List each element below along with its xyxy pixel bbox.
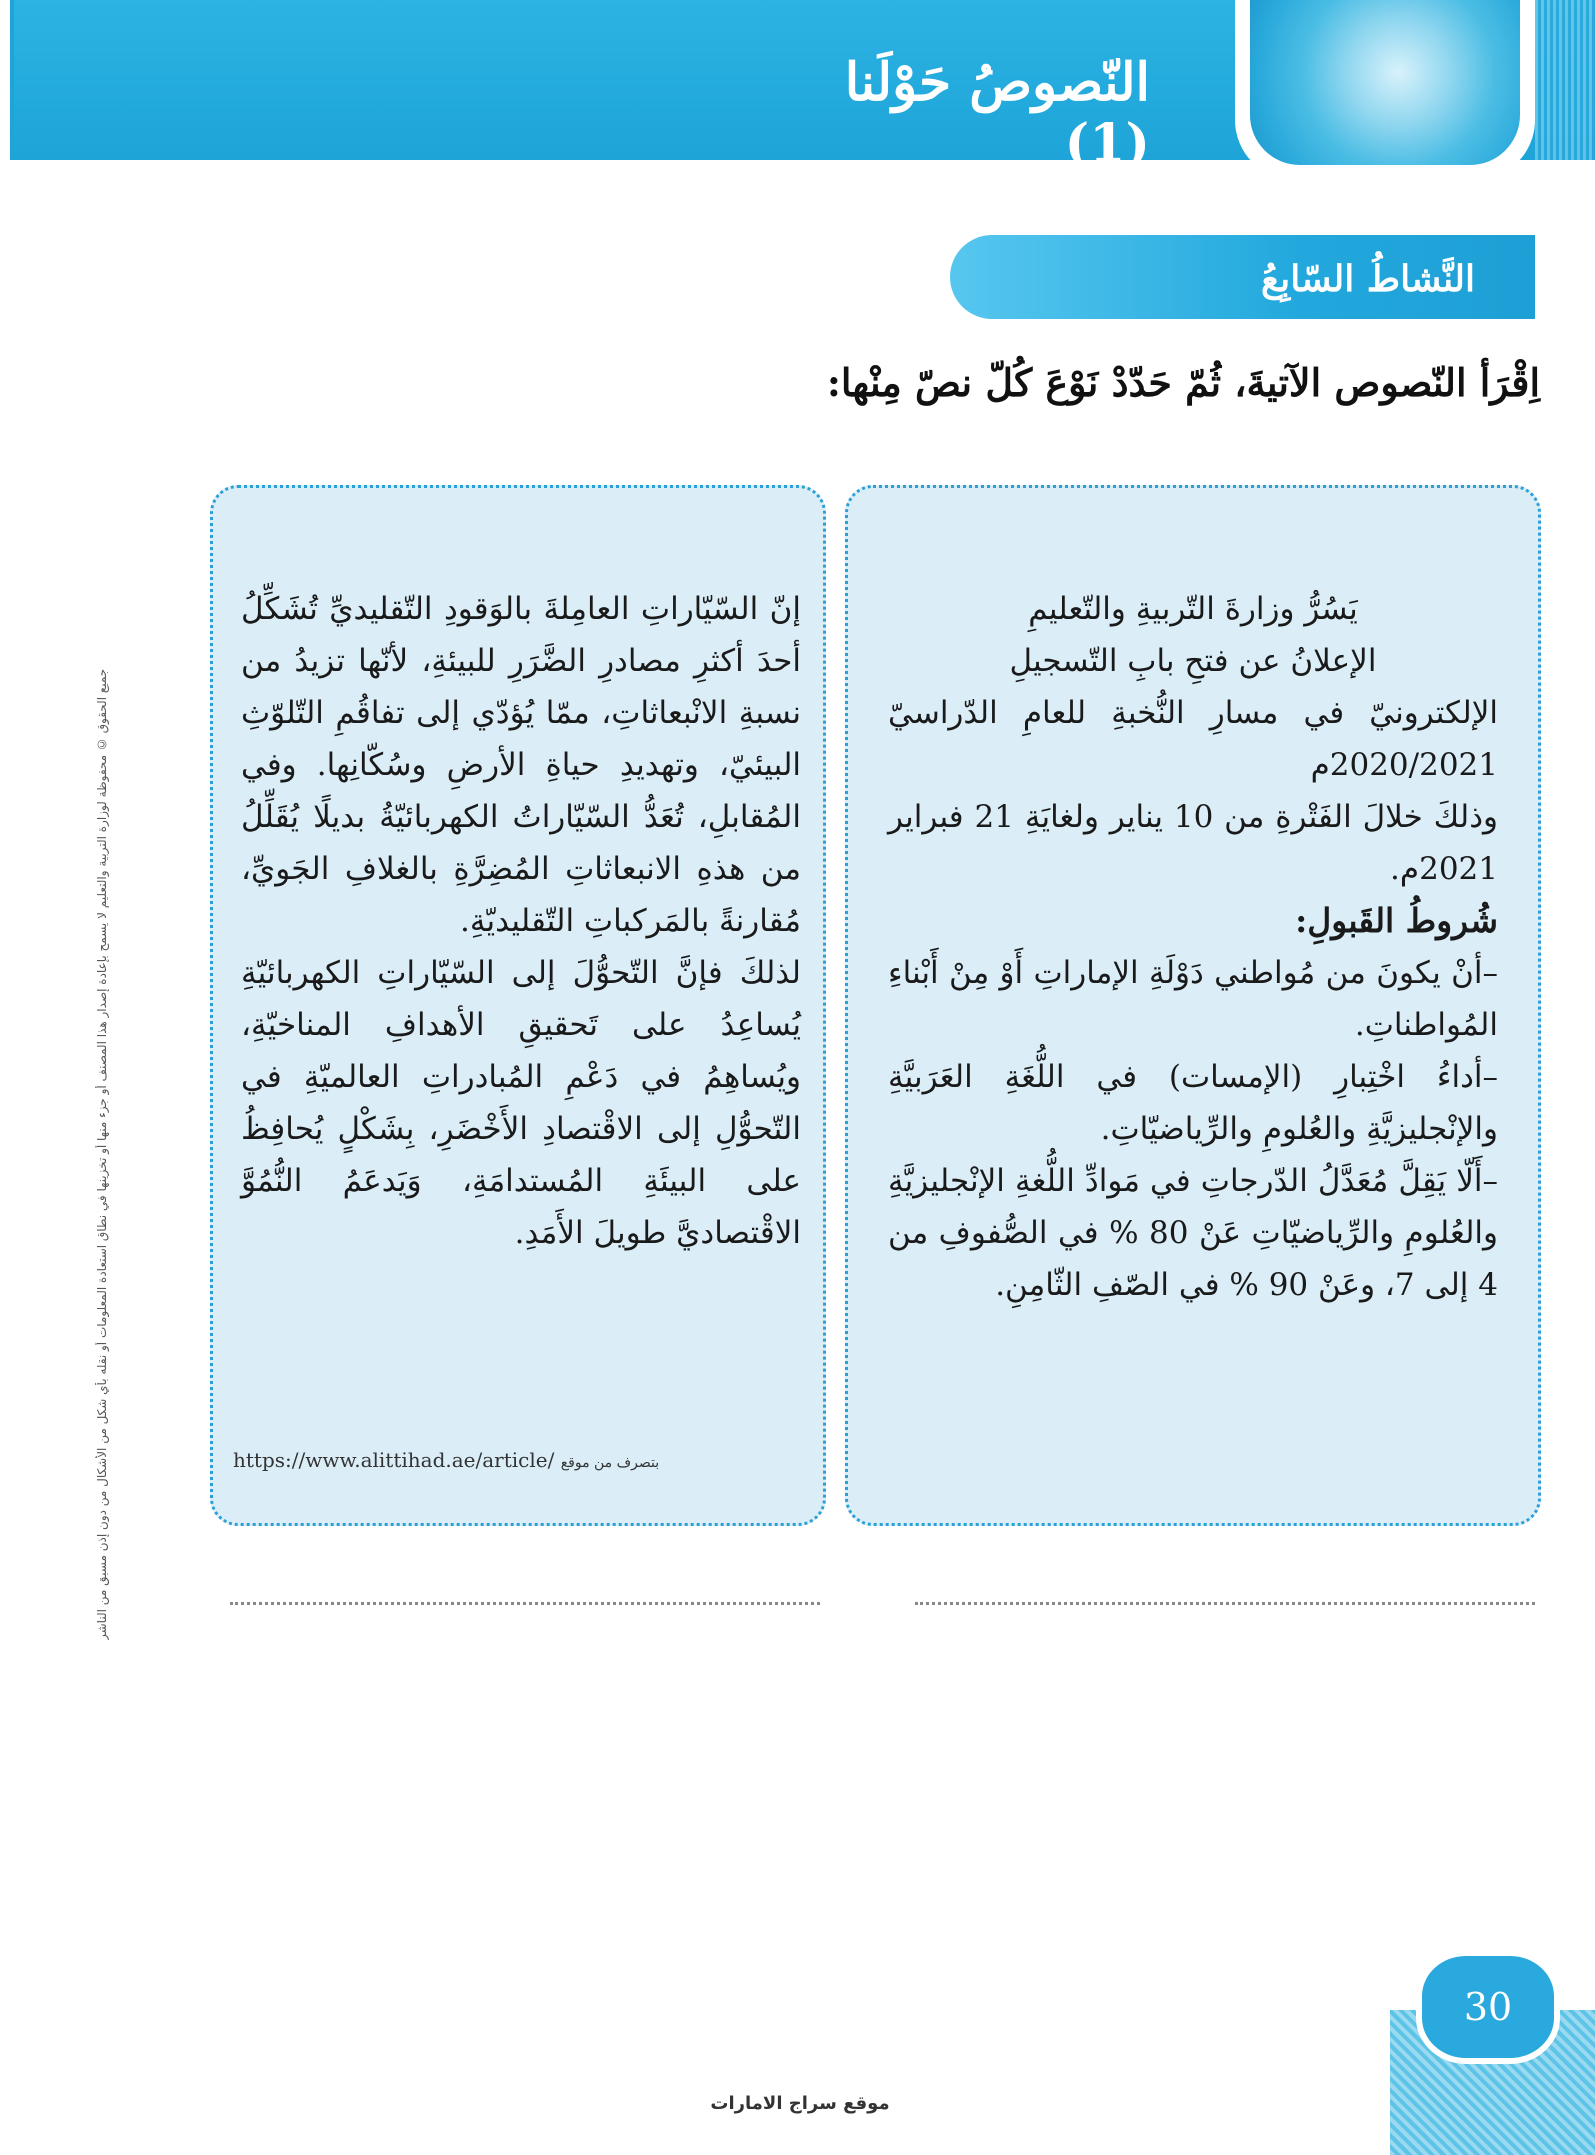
page-title: النّصوصُ حَوْلَنا (1) [844, 52, 1150, 174]
footer-site-name: موقع سراج الامارات [710, 2093, 890, 2114]
instruction-text: اِقْرَأ النّصوص الآتيةَ، ثُمّ حَدّدْ نَوْعَ كُلّ نصّ مِنْها: [826, 360, 1540, 405]
header-left-edge [0, 0, 10, 160]
announcement-line: الإلكترونيّ في مسارِ النُّخبةِ للعامِ الدّراسيّ 2020/2021م [888, 695, 1498, 783]
condition-item: –أداءُ اخْتِبارِ (الإمسات) في اللُّغَةِ العَرَبيَّةِ والإنْجليزيَّةِ والعُلومِ والرِّياضيّاتِ. [888, 1059, 1498, 1147]
condition-item: –أنْ يكونَ من مُواطني دَوْلَةِ الإماراتِ أَوْ مِنْ أَبْناءِ المُواطناتِ. [888, 955, 1498, 1043]
activity-label: النَّشاطُ السّابِعُ [1261, 258, 1475, 300]
header-tab-graphic [1250, 0, 1520, 165]
answer-line-left[interactable] [230, 1602, 820, 1605]
article-paragraph: إنّ السّيّاراتِ العامِلةَ بالوَقودِ التّقليديِّ تُشَكِّلُ أحدَ أكثرِ مصادرِ الضَّرَرِ للبيئةِ، لأنّها تزيدُ من نسبةِ الانْبعاثاتِ، ممّا يُؤدّي إلى تفاقُمِ التّلوّثِ البيئيّ، وتهديدِ حياةِ الأرضِ وسُكّانِها. وفي المُقابلِ، تُعَدُّ السّيّاراتُ الكهربائيّةُ بديلًا يُقَلِّلُ من هذهِ الانبعاثاتِ المُضِرَّةِ بالغلافِ الجَويِّ، مُقارنةً بالمَركباتِ التّقليديّةِ. [241, 591, 801, 939]
condition-item: –أَلّا يَقِلَّ مُعَدَّلُ الدّرجاتِ في مَوادِّ اللُّغةِ الإنْجليزيَّةِ والعُلومِ والرِّياضيّاتِ عَنْ 80 % في الصُّفوفِ من 4 إلى 7، وعَنْ 90 % في الصّفِ الثّامِنِ. [888, 1163, 1498, 1303]
announcement-line: وذلكَ خلالَ الفَتْرةِ من 10 يناير ولغايَةِ 21 فبراير 2021م. [888, 799, 1498, 887]
announcement-text [888, 583, 1498, 1311]
text-box-article [210, 485, 826, 1526]
text-box-announcement [845, 485, 1541, 1526]
source-prefix: بتصرف من موقع [560, 1455, 660, 1471]
page-number: 30 [1416, 1950, 1560, 2064]
article-source [233, 1448, 798, 1472]
copyright-side-note: جميع الحقوق © محفوظة لوزارة التربية والتعليم لا يسمح بإعادة إصدار هذا المصنف أو جزء منها أو تخزينها في نطاق استعادة المعلومات أو نقله بأي شكل من الأشكال من دون إذن مسبق من الناشر [95, 668, 109, 1640]
announcement-line: الإعلانُ عن فتحِ بابِ التّسجيلِ [1009, 643, 1377, 679]
answer-line-right[interactable] [915, 1602, 1535, 1605]
header-left-stripe [10, 0, 14, 160]
article-text [241, 583, 801, 1259]
source-url: https://www.alittihad.ae/article/ [233, 1448, 555, 1472]
announcement-line: يَسُرُّ وزارةَ التّربيةِ والتّعليمِ [1028, 591, 1358, 627]
header-pattern [1535, 0, 1595, 160]
article-paragraph: لذلكَ فإنَّ التّحوُّلَ إلى السّيّاراتِ الكهربائيّةِ يُساعِدُ على تَحقيقِ الأهدافِ المناخيّةِ، ويُساهِمُ في دَعْمِ المُبادراتِ العالميّةِ في التّحوُّلِ إلى الاقْتصادِ الأَخْضَرِ، بِشَكْلٍ يُحافِظُ على البيئَةِ المُستدامَةِ، وَيَدعَمُ النُّمُوَّ الاقْتصاديَّ طويلَ الأَمَدِ. [241, 955, 801, 1251]
conditions-heading: شُروطُ القَبولِ: [1295, 901, 1498, 940]
